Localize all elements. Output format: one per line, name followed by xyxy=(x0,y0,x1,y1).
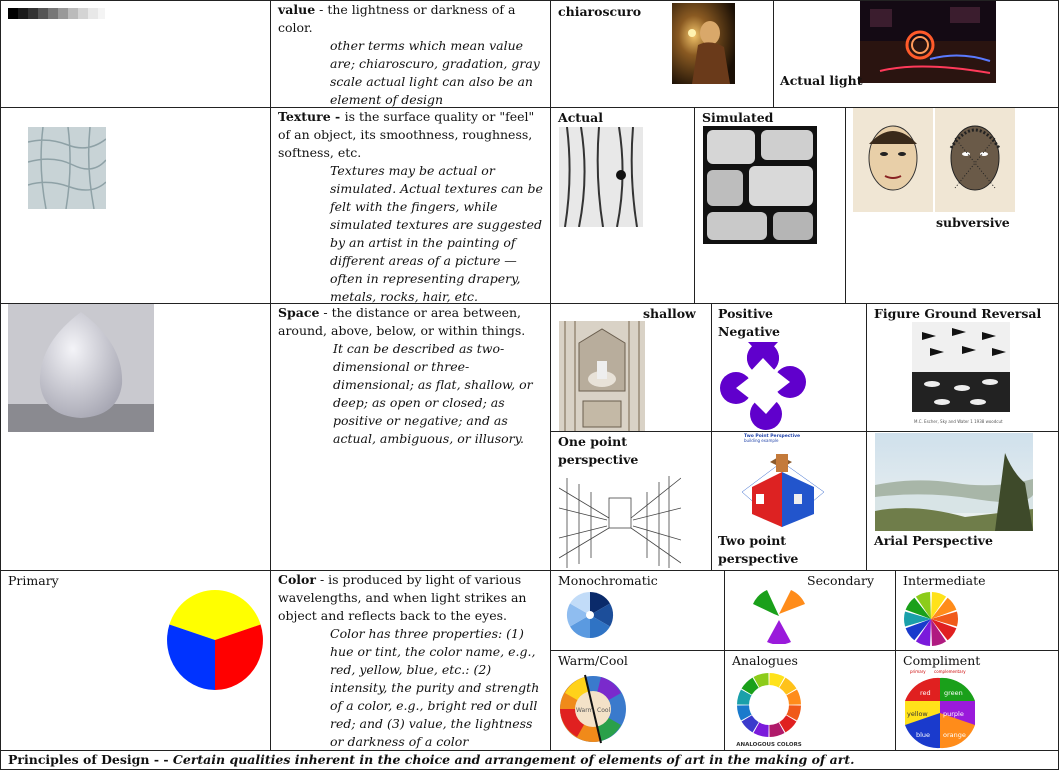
gray-scale-bar xyxy=(8,8,105,19)
aerial-landscape-image xyxy=(875,433,1033,531)
texture-simulated-label: Simulated xyxy=(702,110,774,125)
chiaroscuro-painting-image xyxy=(672,3,735,84)
space-figure-ground-cell xyxy=(866,303,1059,432)
value-definition: - the lightness or darkness of a color. xyxy=(278,2,516,35)
space-description-cell xyxy=(270,303,551,571)
positive-negative-shapes-image xyxy=(718,340,808,430)
warm-cool-wheel xyxy=(559,673,627,745)
compliment-header-2: complementary xyxy=(934,669,966,674)
space-one-point-cell xyxy=(550,431,712,571)
value-text xyxy=(278,1,546,108)
warmcool-label: Warm/Cool xyxy=(558,653,628,668)
primary-label: Primary xyxy=(8,573,59,588)
space-shallow-label: shallow xyxy=(643,306,696,321)
actual-light-label: Actual light xyxy=(780,73,863,88)
texture-simulated-cell xyxy=(694,107,846,304)
egg-sculpture-image xyxy=(8,304,154,432)
two-point-caption-2: building example xyxy=(744,438,779,443)
compliment-red: red xyxy=(920,689,931,697)
escher-sky-water-image xyxy=(912,322,1010,426)
texture-description-cell xyxy=(270,107,551,304)
color-description-cell xyxy=(270,570,551,751)
texture-term: Texture - xyxy=(278,109,345,124)
space-posneg-label-2: Negative xyxy=(718,324,780,339)
space-figure-ground-label: Figure Ground Reversal xyxy=(874,306,1042,321)
actual-light-image xyxy=(860,1,996,83)
color-analogues-cell xyxy=(724,650,896,751)
space-note: It can be described as two-dimensional or three-dimensional; as flat, shallow, or deep; as open or closed; as positive or negative; and as actual, ambiguous, or illusory. xyxy=(333,341,533,446)
space-definition: - the distance or area between, around, above, below, or within things. xyxy=(278,305,526,338)
monochromatic-label: Monochromatic xyxy=(558,573,658,588)
footer-subtitle: Certain qualities inherent in the choice and arrangement of elements of art in the making of art. xyxy=(172,752,855,767)
color-warmcool-cell xyxy=(550,650,725,751)
color-secondary-cell xyxy=(724,570,896,651)
space-shallow-cell xyxy=(550,303,712,432)
space-term: Space xyxy=(278,305,320,320)
two-point-caption-1: Two Point Perspective xyxy=(744,434,801,439)
cool-word: Cool xyxy=(597,707,611,714)
chiaroscuro-cell xyxy=(550,0,774,108)
value-note: other terms which mean value are; chiaroscuro, gradation, gray scale actual light can also be an element of design xyxy=(330,38,540,107)
color-intermediate-cell xyxy=(895,570,1059,651)
face-textured-image xyxy=(935,108,1015,212)
compliment-label: Compliment xyxy=(903,653,981,668)
complementary-wheel xyxy=(904,669,976,749)
color-definition: - is produced by light of various wavelengths, and when light strikes an object and reflects back to the eyes. xyxy=(278,572,527,623)
color-compliment-cell xyxy=(895,650,1059,751)
analogues-label: Analogues xyxy=(732,653,798,668)
one-point-label-1: One point xyxy=(558,434,627,449)
tree-bark-image xyxy=(559,127,643,227)
arial-label: Arial Perspective xyxy=(874,533,993,548)
space-text xyxy=(278,304,546,448)
compliment-green: green xyxy=(944,689,963,697)
chiaroscuro-label: chiaroscuro xyxy=(558,4,642,19)
space-posneg-cell xyxy=(711,303,867,432)
value-description-cell xyxy=(270,0,551,108)
compliment-header-1: primary xyxy=(910,669,926,674)
compliment-orange: orange xyxy=(943,731,966,739)
color-text xyxy=(278,571,546,751)
principles-footer xyxy=(0,750,1059,770)
two-point-label-1: Two point xyxy=(718,533,787,548)
actual-light-cell xyxy=(773,0,1059,108)
texture-sample-image xyxy=(28,127,106,209)
escher-caption: M.C. Escher, Sky and Water 1 1938 woodcut xyxy=(914,419,1003,424)
two-point-label-2: perspective xyxy=(718,551,799,566)
texture-swatch-cell xyxy=(0,107,271,304)
intermediate-wheel xyxy=(903,591,959,647)
one-point-label-2: perspective xyxy=(558,452,639,467)
two-point-building-image xyxy=(742,432,824,532)
secondary-label: Secondary xyxy=(807,573,875,588)
texture-definition: is the surface quality or "feel" of an object, its smoothness, roughness, softness, etc. xyxy=(278,109,535,160)
monochromatic-wheel xyxy=(566,591,614,639)
space-two-point-cell xyxy=(711,431,867,571)
analogous-caption: ANALOGOUS COLORS xyxy=(736,742,802,748)
compliment-purple: purple xyxy=(943,710,964,718)
space-arial-cell xyxy=(866,431,1059,571)
analogous-wheel xyxy=(735,671,803,749)
space-swatch-cell xyxy=(0,303,271,571)
stone-wall-image xyxy=(703,126,817,244)
texture-actual-cell xyxy=(550,107,695,304)
texture-subversive-cell xyxy=(845,107,1059,304)
footer-title: Principles of Design - - xyxy=(8,752,173,767)
space-posneg-label-1: Positive xyxy=(718,306,773,321)
texture-note: Textures may be actual or simulated. Actual textures can be felt with the fingers, while simulated textures are suggested by an artist in the painting of different areas of a picture — often in representing drapery, metals, rocks, hair, etc. xyxy=(330,163,543,304)
compliment-yellow: yellow xyxy=(907,710,928,718)
color-term: Color xyxy=(278,572,316,587)
texture-text xyxy=(278,108,546,304)
color-primary-cell xyxy=(0,570,271,751)
color-note: Color has three properties: (1) hue or tint, the color name, e.g., red, yellow, blue, etc.: (2) intensity, the purity and strength of a color, e.g., bright red or dull red; and (3) value, the lightness or darkness of a color xyxy=(330,626,540,749)
shallow-relief-image xyxy=(559,321,645,431)
face-normal-image xyxy=(853,108,933,212)
color-monochromatic-cell xyxy=(550,570,725,651)
intermediate-label: Intermediate xyxy=(903,573,986,588)
compliment-blue: blue xyxy=(916,731,931,739)
primary-color-wheel xyxy=(167,590,263,690)
value-term: value xyxy=(278,2,316,17)
texture-actual-label: Actual xyxy=(558,110,604,125)
value-swatch-cell xyxy=(0,0,271,108)
secondary-wheel xyxy=(751,588,807,644)
warm-word: Warm xyxy=(576,707,594,714)
texture-subversive-label: subversive xyxy=(936,215,1010,230)
one-point-street-image xyxy=(559,468,681,570)
